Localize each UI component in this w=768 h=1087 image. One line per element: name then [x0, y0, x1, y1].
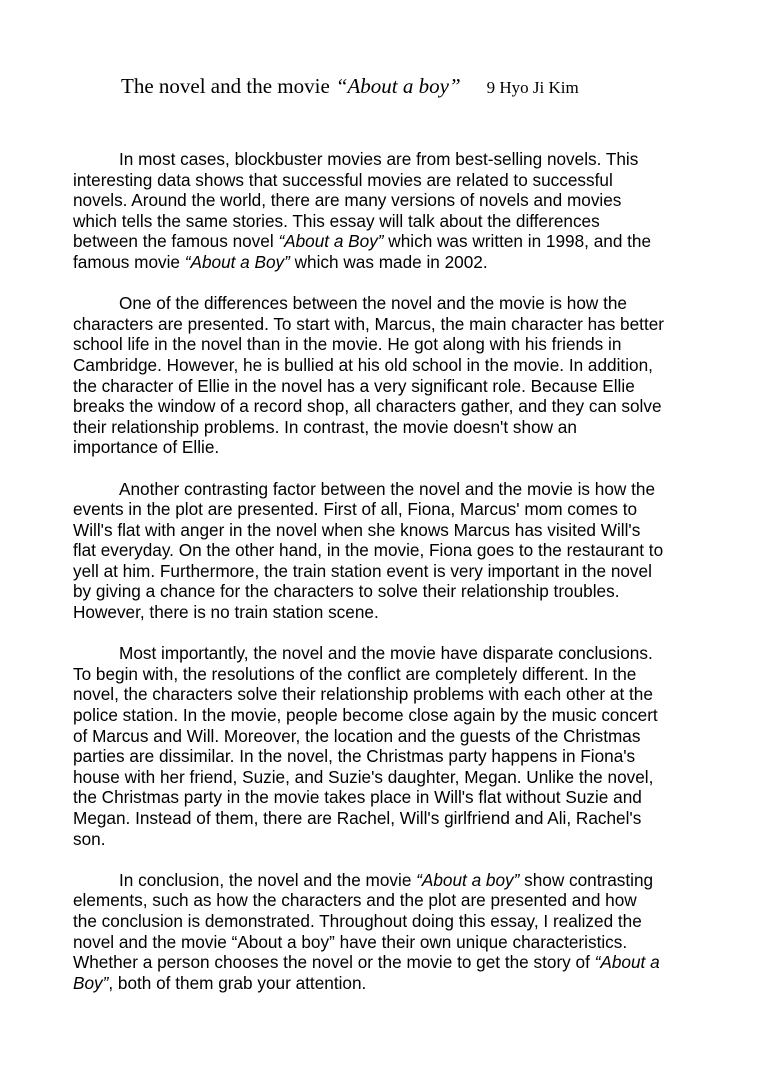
paragraph-conclusions — [73, 643, 705, 849]
author-name: 9 Hyo Ji Kim — [486, 78, 579, 97]
text-run: which was written in 1998, and the famous movie — [73, 231, 652, 272]
text-run: Another contrasting factor between the novel and the movie is how the events in the plot are presented. First of all, Fiona, Marcus' mom comes to Will's flat with anger in the novel when she knows Marcus has visited Will's flat everyday. On the other hand, in the movie, Fiona goes to the restaurant to yell at him. Furthermore, the train station event is very important in the novel by giving a chance for the characters to solve their relationship troubles. However, there is no train station scene. — [73, 478, 664, 623]
paragraph-plot — [73, 479, 705, 623]
paragraph-final — [73, 870, 705, 994]
paragraph-intro — [73, 149, 705, 273]
text-run: show contrasting elements, such as how the characters and the plot are presented and how the conclusion is demonstrated. Throughout doing this essay, I realized the novel and the movie “About a boy” have their own unique characteristics. Whether a person chooses the novel or the movie to get the story of — [73, 869, 654, 973]
essay-body — [73, 149, 705, 993]
text-run: , both of them grab your attention. — [108, 972, 367, 993]
text-run: One of the differences between the novel and the movie is how the characters are presented. To start with, Marcus, the main character has better school life in the novel than in the movie. He got along with his friends in Cambridge. However, he is bullied at his old school in the movie. In addition, the character of Ellie in the novel has a very significant role. Because Ellie breaks the window of a record shop, all characters gather, and they can solve their relationship problems. In contrast, the movie doesn't show an importance of Ellie. — [73, 293, 665, 458]
italic-text-run: “About a Boy” — [184, 251, 290, 272]
paragraph-characters — [73, 293, 705, 458]
italic-text-run: “About a Boy” — [278, 231, 384, 252]
essay-title-italic: “About a boy” — [335, 74, 461, 98]
essay-title: The novel and the movie — [121, 74, 330, 98]
italic-text-run: “About a boy” — [416, 869, 520, 890]
document-header — [121, 74, 579, 99]
text-run: Most importantly, the novel and the movie have disparate conclusions. To begin with, the resolutions of the conflict are completely different. In the novel, the characters solve their relationship problems with each other at the police station. In the movie, people become close again by the music concert of Marcus and Will. Moreover, the location and the guests of the Christmas parties are dissimilar. In the novel, the Christmas party happens in Fiona's house with her friend, Suzie, and Suzie's daughter, Megan. Unlike the novel, the Christmas party in the movie takes place in Will's flat without Suzie and Megan. Instead of them, there are Rachel, Will's girlfriend and Ali, Rachel's son. — [73, 643, 658, 849]
text-run: which was made in 2002. — [289, 251, 488, 272]
italic-text-run: “About a Boy” — [73, 952, 660, 993]
text-run: In most cases, blockbuster movies are from best-selling novels. This interesting data shows that successful movies are related to successful novels. Around the world, there are many versions of novels and movies which tells the same stories. This essay will talk about the differences between the famous novel — [73, 149, 639, 252]
text-run: In conclusion, the novel and the movie — [119, 869, 417, 890]
